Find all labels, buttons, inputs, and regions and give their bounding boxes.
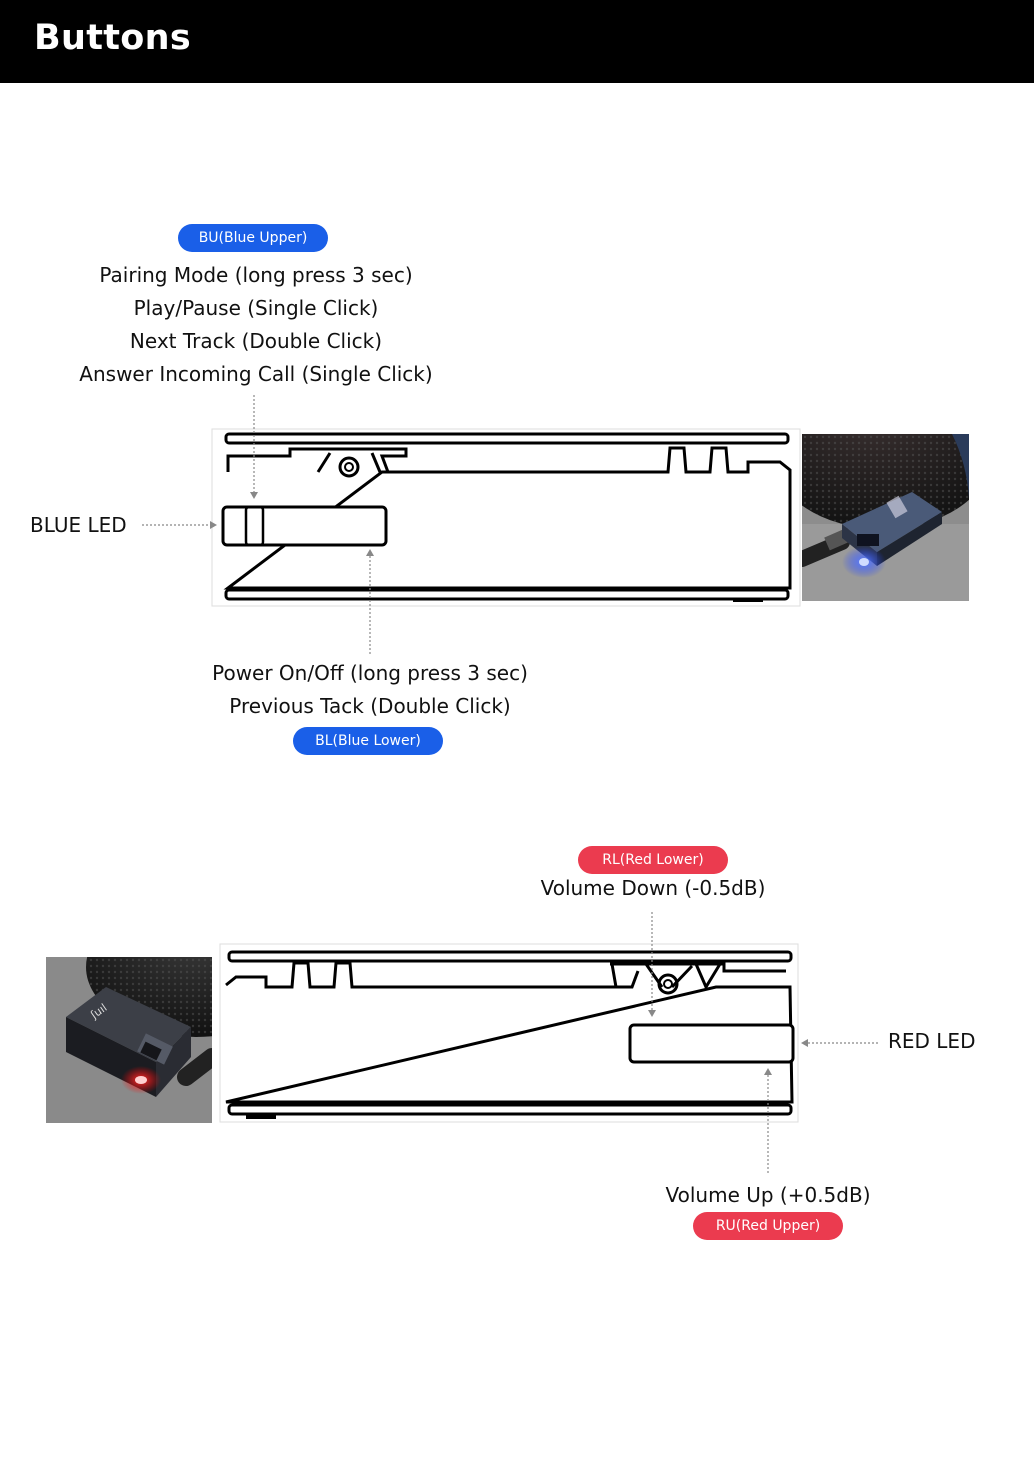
blue-upper-function-2: Play/Pause (Single Click) [133, 296, 379, 320]
red-upper-badge: RU(Red Upper) [693, 1212, 843, 1240]
blue-upper-function-3: Next Track (Double Click) [129, 329, 383, 353]
blue-lower-function-2: Previous Tack (Double Click) [229, 694, 511, 718]
blue-upper-badge: BU(Blue Upper) [178, 224, 328, 252]
svg-text:ʃuıl: ʃuıl [88, 1001, 110, 1022]
blue-button-shape [223, 507, 386, 545]
page-title: Buttons [34, 18, 191, 58]
blue-led-label: BLUE LED [30, 513, 127, 537]
blue-upper-function-4: Answer Incoming Call (Single Click) [79, 362, 433, 386]
blue-lower-badge: BL(Blue Lower) [293, 727, 443, 755]
red-lower-badge: RL(Red Lower) [578, 846, 728, 874]
device-photo-blue-led [802, 434, 969, 601]
red-lower-function: Volume Down (-0.5dB) [540, 876, 766, 900]
red-led-label: RED LED [888, 1029, 976, 1053]
blue-lower-function-1: Power On/Off (long press 3 sec) [212, 661, 528, 685]
red-upper-function: Volume Up (+0.5dB) [665, 1183, 871, 1207]
blue-upper-function-1: Pairing Mode (long press 3 sec) [99, 263, 413, 287]
red-button-shape [630, 1025, 793, 1062]
